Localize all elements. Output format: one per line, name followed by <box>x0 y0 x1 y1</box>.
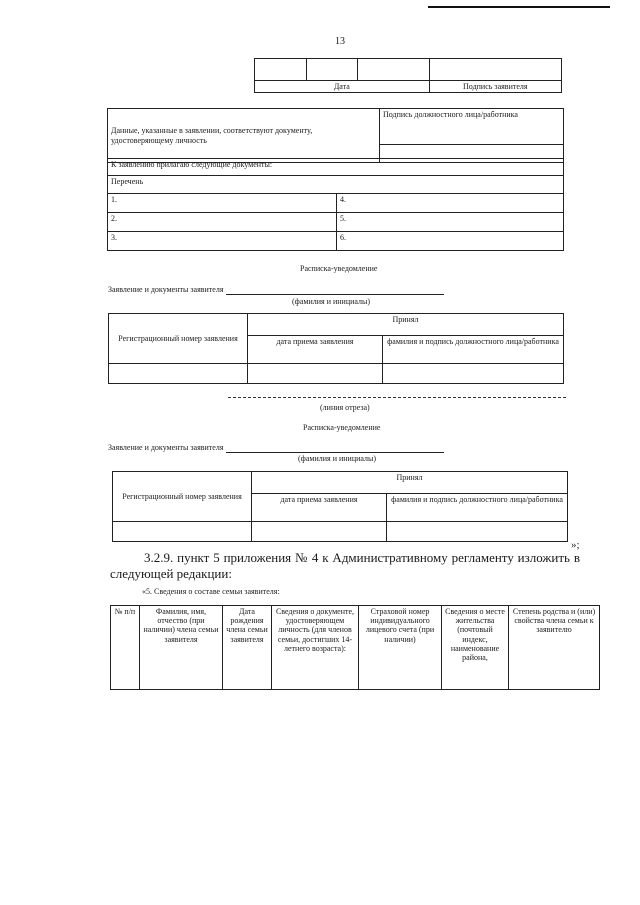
name-signature-header-2: фамилия и подпись должностного лица/работника <box>387 494 568 522</box>
verification-statement: Данные, указанные в заявлении, соответствуют документу, удостоверяющему личность <box>108 109 380 163</box>
applicant-name-line-1 <box>226 285 444 295</box>
document-item-1: 1. <box>108 194 337 213</box>
applicant-line-label-2: Заявление и документы заявителя <box>108 443 224 452</box>
cut-line <box>228 397 566 398</box>
name-caption-2: (фамилия и инициалы) <box>298 454 377 463</box>
documents-header: К заявлению прилагаю следующие документы: <box>108 159 564 176</box>
applicant-name-line-2 <box>226 443 444 453</box>
documents-list-label: Перечень <box>108 176 564 194</box>
accepted-header-2: Принял <box>252 472 568 494</box>
amendment-text: 3.2.9. пункт 5 приложения № 4 к Административному регламенту изложить в следующей редакции: <box>110 550 580 582</box>
top-rule <box>428 6 610 8</box>
official-signature-label: Подпись должностного лица/работника <box>380 109 564 145</box>
name-signature-header-1: фамилия и подпись должностного лица/работника <box>383 336 564 364</box>
name-caption-1: (фамилия и инициалы) <box>292 297 371 306</box>
family-col-relation: Степень родства и (или) свойства члена семьи к заявителю <box>509 606 600 690</box>
reg-number-header-1: Регистрационный номер заявления <box>109 314 248 364</box>
receipt-table-2 <box>112 471 568 542</box>
reg-number-header-2: Регистрационный номер заявления <box>113 472 252 522</box>
date-header-2: дата приема заявления <box>252 494 387 522</box>
family-col-id-document: Сведения о документе, удостоверяющем личность (для членов семьи, достигших 14-летнего возраста): <box>272 606 359 690</box>
family-col-snils: Страховой номер индивидуального лицевого счета (при наличии) <box>359 606 442 690</box>
receipt-title-2: Расписка-уведомление <box>303 423 381 432</box>
receipt-table-1 <box>108 313 564 384</box>
document-item-4: 4. <box>337 194 564 213</box>
document-item-6: 6. <box>337 232 564 251</box>
verification-table <box>107 108 564 163</box>
document-item-5: 5. <box>337 213 564 232</box>
applicant-signature-label: Подпись заявителя <box>429 81 561 93</box>
family-col-birthdate: Дата рождения члена семьи заявителя <box>223 606 272 690</box>
accepted-header-1: Принял <box>248 314 564 336</box>
section-title: «5. Сведения о составе семьи заявителя: <box>142 587 280 596</box>
family-col-residence: Сведения о месте жительства (почтовый индекс, наименование района, <box>442 606 509 690</box>
family-table <box>110 605 600 690</box>
closing-quote: »; <box>571 539 580 551</box>
family-col-number: № п/п <box>111 606 140 690</box>
document-item-2: 2. <box>108 213 337 232</box>
applicant-line-label-1: Заявление и документы заявителя <box>108 285 224 294</box>
cut-line-label: (линия отреза) <box>320 403 370 412</box>
documents-table <box>107 158 564 251</box>
date-header-1: дата приема заявления <box>248 336 383 364</box>
family-col-name: Фамилия, имя, отчество (при наличии) члена семьи заявителя <box>140 606 223 690</box>
receipt-title-1: Расписка-уведомление <box>300 264 378 273</box>
signature-table <box>254 58 562 93</box>
page-number: 13 <box>335 36 345 47</box>
document-item-3: 3. <box>108 232 337 251</box>
date-label: Дата <box>255 81 430 93</box>
